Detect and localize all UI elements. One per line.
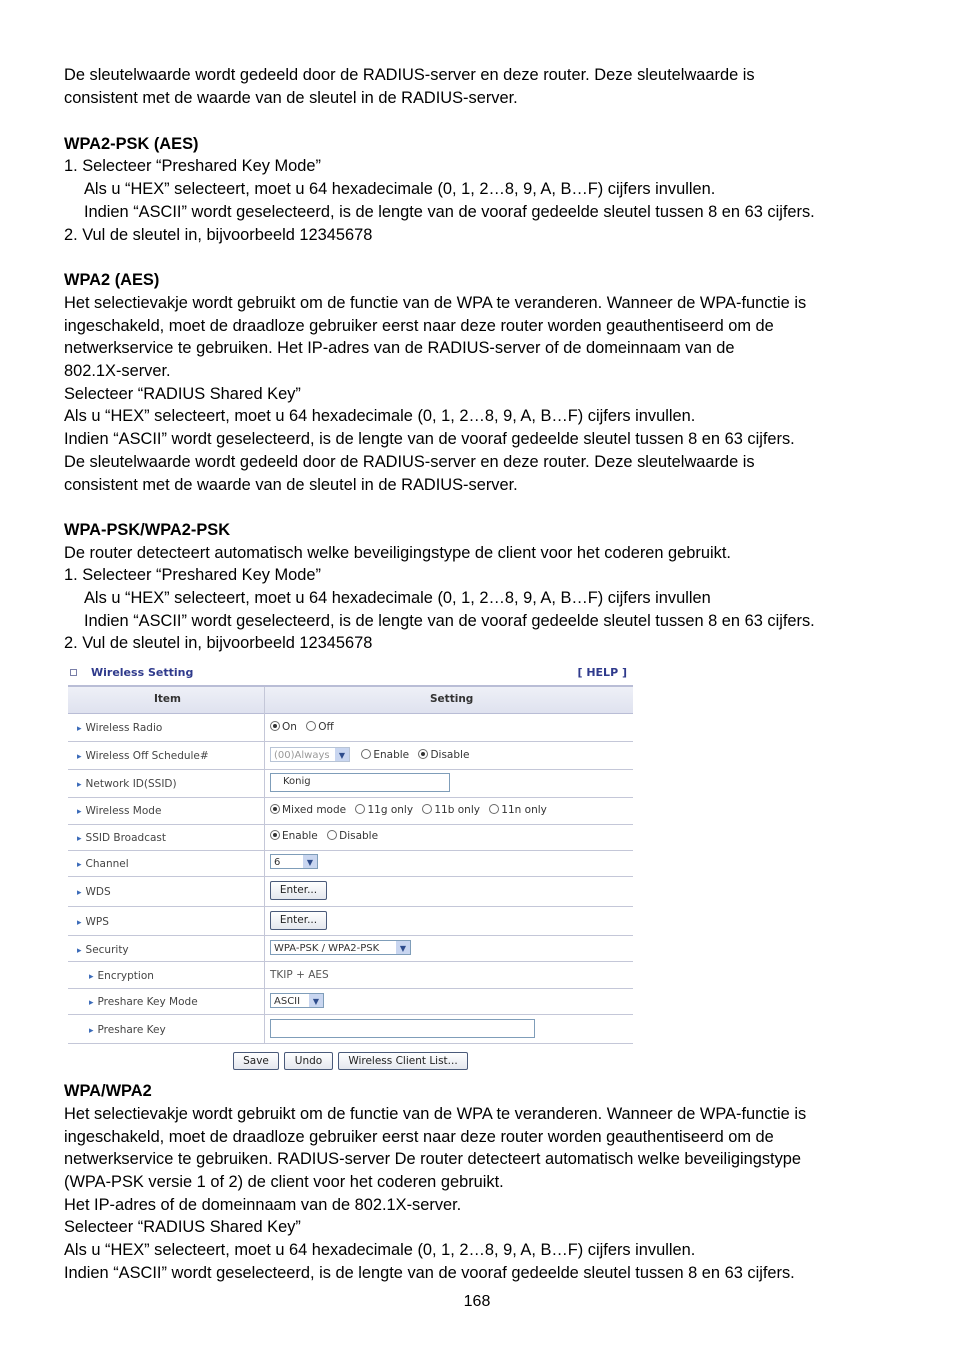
row-label: ▸ Preshare Key Mode: [89, 996, 198, 1008]
row-wps: [68, 907, 633, 936]
paragraph-line: 802.1X-server.: [64, 362, 171, 380]
encryption-value: TKIP + AES: [270, 969, 329, 981]
preshare-key-input[interactable]: [270, 1019, 535, 1038]
radio-icon: [361, 749, 371, 759]
chevron-down-icon: ▼: [309, 994, 323, 1007]
row-label: ▸ WPS: [77, 916, 109, 928]
row-label: ▸ Encryption: [89, 970, 154, 982]
paragraph-line: De sleutelwaarde wordt gedeeld door de RADIUS-server en deze router. Deze sleutelwaarde is: [64, 453, 755, 471]
section-heading-wpa2: WPA2 (AES): [64, 271, 160, 289]
paragraph-line: consistent met de waarde van de sleutel in de RADIUS-server.: [64, 476, 518, 494]
radio-icon: [327, 830, 337, 840]
radio-icon: [270, 804, 280, 814]
wireless-client-list-button[interactable]: Wireless Client List...: [338, 1052, 468, 1070]
row-channel: [68, 851, 633, 877]
row-label: ▸ Wireless Mode: [77, 805, 161, 817]
row-label: ▸ WDS: [77, 886, 111, 898]
radio-icon: [422, 804, 432, 814]
help-link[interactable]: [ HELP ]: [577, 666, 627, 679]
column-header-setting: Setting: [430, 693, 474, 705]
paragraph-line: De router detecteert automatisch welke beveiligingstype de client voor het coderen gebruikt.: [64, 544, 731, 562]
radio-icon: [489, 804, 499, 814]
radio-radio-on[interactable]: On: [270, 721, 297, 733]
section-heading-wpa-psk-wpa2-psk: WPA-PSK/WPA2-PSK: [64, 521, 231, 539]
schedule-select[interactable]: (00)Always ▼: [270, 747, 350, 762]
list-item-detail: Indien “ASCII” wordt geselecteerd, is de lengte van de vooraf gedeelde sleutel tussen 8 en 63 cijfers.: [84, 203, 815, 221]
page-number: 168: [463, 1293, 491, 1310]
paragraph-line: ingeschakeld, moet de draadloze gebruiker eerst naar deze router worden geauthentiseerd om de: [64, 1128, 774, 1146]
row-ssid-broadcast: [68, 825, 633, 851]
paragraph-line: Selecteer “RADIUS Shared Key”: [64, 385, 301, 403]
row-security: [68, 936, 633, 962]
list-item: 2. Vul de sleutel in, bijvoorbeeld 12345678: [64, 226, 373, 244]
section-heading-wpa-wpa2: WPA/WPA2: [64, 1082, 152, 1100]
row-label: ▸ Network ID(SSID): [77, 778, 177, 790]
row-label: ▸ Wireless Radio: [77, 722, 162, 734]
preshare-key-mode-select[interactable]: ASCII ▼: [270, 993, 324, 1008]
radio-11n-only[interactable]: 11n only: [489, 804, 547, 816]
radio-icon: [306, 721, 316, 731]
paragraph-line: Indien “ASCII” wordt geselecteerd, is de lengte van de vooraf gedeelde sleutel tussen 8 en 63 cijfers.: [64, 430, 795, 448]
list-item-detail: Indien “ASCII” wordt geselecteerd, is de lengte van de vooraf gedeelde sleutel tussen 8 en 63 cijfers.: [84, 612, 815, 630]
row-label: ▸ Preshare Key: [89, 1024, 166, 1036]
panel-title: Wireless Setting: [91, 666, 194, 679]
panel-title-icon: [70, 669, 77, 676]
chevron-down-icon: ▼: [303, 855, 317, 868]
column-header-item: Item: [154, 693, 181, 705]
row-wireless-radio: [68, 714, 633, 742]
row-label: ▸ Wireless Off Schedule#: [77, 750, 209, 762]
radio-radio-off[interactable]: Off: [306, 721, 334, 733]
radio-broadcast-enable[interactable]: Enable: [270, 830, 318, 842]
paragraph-line: Het IP-adres of de domeinnaam van de 802.1X-server.: [64, 1196, 462, 1214]
radio-broadcast-disable[interactable]: Disable: [327, 830, 378, 842]
channel-select[interactable]: 6 ▼: [270, 854, 318, 869]
paragraph-line: De sleutelwaarde wordt gedeeld door de RADIUS-server en deze router. Deze sleutelwaarde is: [64, 66, 755, 84]
save-button[interactable]: Save: [233, 1052, 279, 1070]
radio-icon: [270, 721, 280, 731]
paragraph-line: Als u “HEX” selecteert, moet u 64 hexadecimale (0, 1, 2…8, 9, A, B…F) cijfers invullen.: [64, 1241, 696, 1259]
row-off-schedule: [68, 742, 633, 770]
paragraph-line: Het selectievakje wordt gebruikt om de functie van de WPA te veranderen. Wanneer de WPA-functie is: [64, 294, 807, 312]
row-label: ▸ SSID Broadcast: [77, 832, 166, 844]
radio-icon: [418, 749, 428, 759]
radio-11g-only[interactable]: 11g only: [355, 804, 413, 816]
row-wds: [68, 877, 633, 907]
row-ssid: [68, 770, 633, 798]
list-item-detail: Als u “HEX” selecteert, moet u 64 hexadecimale (0, 1, 2…8, 9, A, B…F) cijfers invullen.: [84, 180, 716, 198]
list-item-detail: Als u “HEX” selecteert, moet u 64 hexadecimale (0, 1, 2…8, 9, A, B…F) cijfers invullen: [84, 589, 711, 607]
wireless-setting-panel: [68, 661, 633, 1073]
row-preshare-key: [68, 1015, 633, 1044]
radio-schedule-enable[interactable]: Enable: [361, 749, 409, 761]
row-label: ▸ Channel: [77, 858, 129, 870]
radio-icon: [270, 830, 280, 840]
row-preshare-key-mode: [68, 989, 633, 1015]
radio-11b-only[interactable]: 11b only: [422, 804, 480, 816]
undo-button[interactable]: Undo: [284, 1052, 333, 1070]
wds-enter-button[interactable]: Enter...: [270, 881, 327, 900]
ssid-input[interactable]: Konig: [270, 773, 450, 792]
paragraph-line: Indien “ASCII” wordt geselecteerd, is de lengte van de vooraf gedeelde sleutel tussen 8 en 63 cijfers.: [64, 1264, 795, 1282]
radio-mixed-mode[interactable]: Mixed mode: [270, 804, 346, 816]
row-label: ▸ Security: [77, 944, 129, 956]
paragraph-line: Selecteer “RADIUS Shared Key”: [64, 1218, 301, 1236]
paragraph-line: netwerkservice te gebruiken. Het IP-adres van de RADIUS-server of de domeinnaam van de: [64, 339, 735, 357]
row-wireless-mode: [68, 798, 633, 825]
row-encryption: [68, 962, 633, 989]
radio-icon: [355, 804, 365, 814]
paragraph-line: ingeschakeld, moet de draadloze gebruiker eerst naar deze router worden geauthentiseerd om de: [64, 317, 774, 335]
panel-title-bar: [68, 661, 633, 687]
paragraph-line: Het selectievakje wordt gebruikt om de functie van de WPA te veranderen. Wanneer de WPA-functie is: [64, 1105, 807, 1123]
list-item: 2. Vul de sleutel in, bijvoorbeeld 12345678: [64, 634, 373, 652]
chevron-down-icon: ▼: [396, 941, 410, 954]
security-select[interactable]: WPA-PSK / WPA2-PSK ▼: [270, 940, 411, 955]
list-item: 1. Selecteer “Preshared Key Mode”: [64, 157, 321, 175]
section-heading-wpa2-psk: WPA2-PSK (AES): [64, 135, 199, 153]
radio-schedule-disable[interactable]: Disable: [418, 749, 469, 761]
paragraph-line: (WPA-PSK versie 1 of 2) de client voor het coderen gebruikt.: [64, 1173, 504, 1191]
paragraph-line: netwerkservice te gebruiken. RADIUS-server De router detecteert automatisch welke beveiligingstype: [64, 1150, 802, 1168]
wps-enter-button[interactable]: Enter...: [270, 911, 327, 930]
list-item: 1. Selecteer “Preshared Key Mode”: [64, 566, 321, 584]
chevron-down-icon: ▼: [335, 748, 349, 761]
paragraph-line: consistent met de waarde van de sleutel in de RADIUS-server.: [64, 89, 518, 107]
paragraph-line: Als u “HEX” selecteert, moet u 64 hexadecimale (0, 1, 2…8, 9, A, B…F) cijfers invullen.: [64, 407, 696, 425]
table-header: [68, 687, 633, 714]
